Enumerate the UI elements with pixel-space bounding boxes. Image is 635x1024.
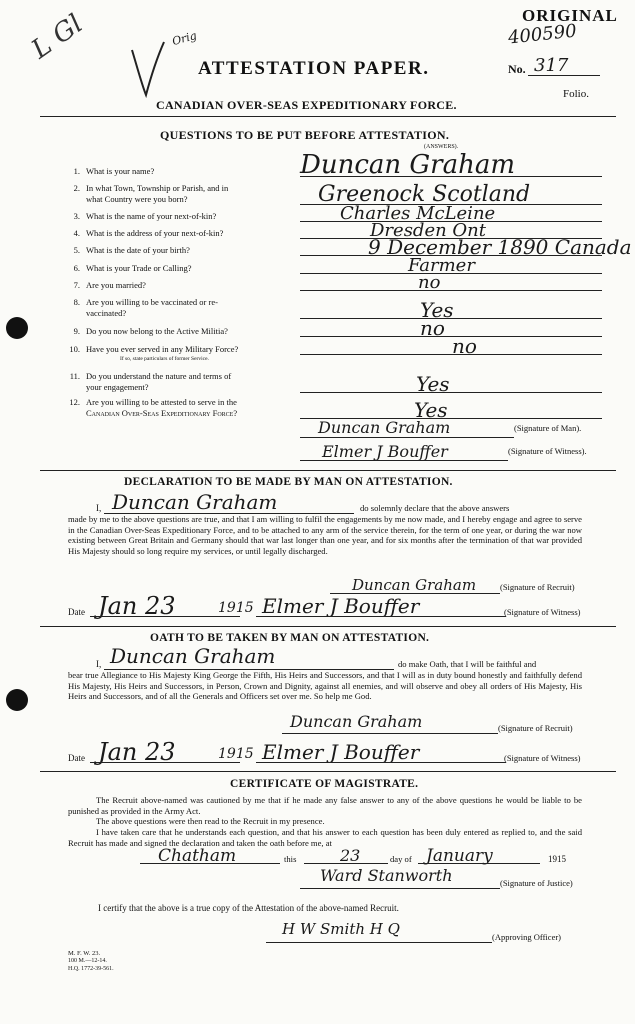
question-text: What is your name? [86,166,155,176]
oath-year: 1915 [218,746,254,762]
question-text: Do you now belong to the Active Militia? [86,326,228,336]
question-number: 9. [73,326,80,336]
question-text: What is your Trade or Calling? [86,263,192,273]
question-number: 6. [73,263,80,273]
answer-value: Yes [414,398,448,422]
answer-value: no [418,272,441,293]
question-number: 2. [73,183,80,193]
witness-signature-q: Elmer J Bouffer [322,442,448,461]
original-number: 400590 [507,20,578,49]
question-number: 1. [73,166,80,176]
question-text-continued: Canadian Over-Seas Expeditionary Force? [86,408,238,418]
original-stamp: ORIGINAL [522,6,618,25]
declaration-witness-signature: Elmer J Bouffer [262,594,420,618]
question-text: What is the date of your birth? [86,245,190,255]
question-number: 12. [69,397,80,407]
answer-value: Charles McLeine [340,203,496,224]
declaration-year: 1915 [218,600,254,616]
question-number: 5. [73,245,80,255]
folio-label: Folio. [563,88,589,100]
magistrate-day: 23 [340,846,361,865]
footer-line1: M. F. W. 23. [68,950,101,957]
answer-line [300,354,602,355]
question-number: 3. [73,211,80,221]
man-signature: Duncan Graham [318,418,451,437]
declaration-date-label: Date [68,607,85,617]
margin-note: L Gl [26,9,89,65]
oath-name: Duncan Graham [110,644,276,668]
question-text: In what Town, Township or Parish, and in [86,183,229,193]
question-number: 11. [69,371,80,381]
certify-text: I certify that the above is a true copy of the Attestation of the above-named Recruit. [98,903,399,913]
oath-recruit-label: (Signature of Recruit) [498,723,573,733]
declaration-recruit-label: (Signature of Recruit) [500,582,575,592]
magistrate-day-of: day of [390,854,412,864]
punch-hole-bottom [6,689,28,711]
question-text: What is the address of your next-of-kin? [86,228,224,238]
page-subtitle: CANADIAN OVER-SEAS EXPEDITIONARY FORCE. [156,98,457,112]
magistrate-this: this [284,854,297,864]
answer-value: Yes [416,372,450,396]
check-mark [128,40,168,100]
question-text: Are you willing to be vaccinated or re- [86,297,218,307]
officer-label: (Approving Officer) [492,932,562,942]
answer-value: Duncan Graham [300,150,516,180]
question-text: Have you ever served in any Military Force? [86,344,239,354]
oath-text1: do make Oath, that I will be faithful and [398,659,537,669]
magistrate-p1: The Recruit above-named was cautioned by me that if he made any false answer to any of the above questions he would be liable to be punished as provided in the Army Act. [68,795,582,816]
answer-value: Yes [420,298,454,322]
question-number: 10. [69,344,80,354]
question-text-continued: your engagement? [86,382,149,392]
punch-hole-top [6,317,28,339]
answers-label: (ANSWERS). [424,144,459,150]
oath-witness-label: (Signature of Witness) [504,753,581,763]
answer-value: 9 December 1890 Canada [368,235,632,259]
question-number: 7. [73,280,80,290]
magistrate-heading: CERTIFICATE OF MAGISTRATE. [230,778,419,790]
magistrate-month: January [426,846,493,866]
answer-value: no [452,334,477,358]
question-number: 4. [73,228,80,238]
question-text-continued: vaccinated? [86,308,127,318]
justice-signature: Ward Stanworth [320,866,453,885]
declaration-i: I, [96,503,102,513]
oath-date-label: Date [68,753,85,763]
officer-signature: H W Smith H Q [282,920,400,938]
justice-label: (Signature of Justice) [500,878,573,888]
witness-signature-label-q: (Signature of Witness). [508,446,587,456]
oath-heading: OATH TO BE TAKEN BY MAN ON ATTESTATION. [150,632,430,644]
question-text-continued: what Country were you born? [86,194,188,204]
question-text: What is the name of your next-of-kin? [86,211,217,221]
declaration-name: Duncan Graham [112,490,278,514]
oath-body: bear true Allegiance to His Majesty King George the Fifth, His Heirs and Successors, and that I will as in duty bound honestly and faithfully defend His Majesty, His Heirs and Successors, in Person, Crown and Dignity, against all enemies, and will observe and obey all orders of His Majesty, His Heirs and Successors, and of all the Generals and Officers set over me. So help me God. [68,670,582,701]
magistrate-p2: The above questions were then read to the Recruit in my presence. [96,816,325,826]
oath-recruit-signature: Duncan Graham [290,712,423,731]
magistrate-place: Chatham [158,846,237,866]
declaration-text1: do solemnly declare that the above answers [360,503,510,513]
oath-date: Jan 23 [98,738,176,766]
oath-witness-signature: Elmer J Bouffer [262,740,420,764]
answer-line [300,336,602,337]
question-number: 8. [73,297,80,307]
question-text: Do you understand the nature and terms of [86,371,232,381]
magistrate-year: 1915 [548,854,566,864]
footer-line2: 100 M.—12-14. [68,958,107,964]
question-text: Are you married? [86,280,146,290]
questions-heading: QUESTIONS TO BE PUT BEFORE ATTESTATION. [160,128,450,142]
answer-value: Dresden Ont [370,220,486,241]
no-value: 317 [534,55,569,76]
declaration-recruit-signature: Duncan Graham [352,576,477,594]
no-label: No. [508,62,526,76]
orig-note: Orig [170,29,199,48]
answer-line [300,392,602,393]
declaration-date: Jan 23 [98,592,176,620]
declaration-body: made by me to the above questions are true, and that I am willing to fulfil the engagements by me now made, and I hereby engage and agree to serve in the Canadian Over-Seas Expeditionary Force, and to be attached to any arm of the service therein, for the term of one year, or during the war now existing between Great Britain and Germany should that war last longer than one year, and for six months after the termination of that war provided His Majesty should so long require my services, or until legally discharged. [68,514,582,556]
declaration-heading: DECLARATION TO BE MADE BY MAN ON ATTESTATION. [124,476,453,488]
page-title: ATTESTATION PAPER. [198,58,430,79]
magistrate-p3: I have taken care that he understands each question, and that his answer to each question has been duly entered as replied to, and the said Recruit has made and signed the declaration and taken the oath before me, at [68,827,582,848]
answer-value: Greenock Scotland [318,182,531,207]
answer-value: Farmer [408,255,475,276]
declaration-witness-label: (Signature of Witness) [504,607,581,617]
man-signature-label: (Signature of Man). [514,423,582,433]
footer-line3: H.Q. 1772-39-561. [68,966,114,972]
answer-value: no [420,316,445,340]
question-text-continued: If so, state particulars of former Service. [120,356,209,362]
question-text: Are you willing to be attested to serve in the [86,397,237,407]
answer-line [300,290,602,291]
oath-i: I, [96,659,102,669]
